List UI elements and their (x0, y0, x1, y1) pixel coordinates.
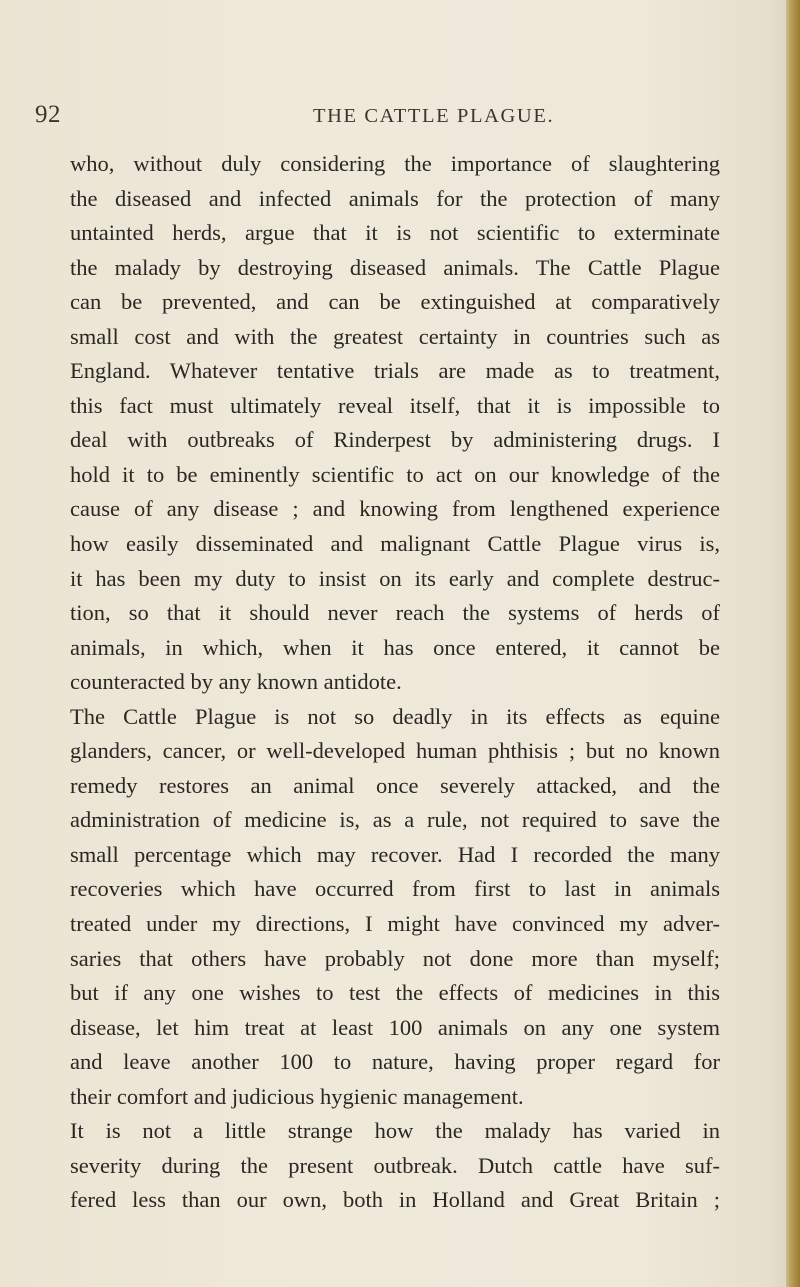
text-line: their comfort and judicious hygienic management. (70, 1083, 524, 1109)
text-line: animals, in which, when it has once entered, it cannot be (70, 634, 720, 660)
text-line: how easily disseminated and malignant Cattle Plague virus is, (70, 531, 720, 557)
text-line: hold it to be eminently scientific to act on our knowledge of the (70, 461, 720, 487)
text-line: this fact must ultimately reveal itself, that it is impossible to (70, 392, 720, 418)
text-line: can be prevented, and can be extinguished at comparatively (70, 289, 720, 315)
text-line: saries that others have probably not done more than myself; (70, 945, 720, 971)
text-line: small cost and with the greatest certainty in countries such as (70, 323, 720, 349)
text-line: administration of medicine is, as a rule, not required to save the (70, 807, 720, 833)
text-line: severity during the present outbreak. Dutch cattle have suf- (70, 1152, 720, 1178)
text-line: recoveries which have occurred from first to last in animals (70, 876, 720, 902)
text-line: it has been my duty to insist on its early and complete destruc- (70, 565, 720, 591)
text-line: and leave another 100 to nature, having proper regard for (70, 1049, 720, 1075)
text-line: tion, so that it should never reach the systems of herds of (70, 600, 720, 626)
text-line: small percentage which may recover. Had I recorded the many (70, 841, 720, 867)
text-line: glanders, cancer, or well-developed human phthisis ; but no known (70, 738, 720, 764)
text-line: deal with outbreaks of Rinderpest by administering drugs. I (70, 427, 720, 453)
text-line: the diseased and infected animals for the protection of many (70, 185, 720, 211)
text-line: counteracted by any known antidote. (70, 669, 402, 695)
text-line: remedy restores an animal once severely attacked, and the (70, 772, 720, 798)
text-line: but if any one wishes to test the effects of medicines in this (70, 980, 720, 1006)
text-line: cause of any disease ; and knowing from lengthened experience (70, 496, 720, 522)
text-line: who, without duly considering the importance of slaughtering (70, 151, 720, 176)
running-head: THE CATTLE PLAGUE. (313, 105, 555, 127)
text-line: disease, let him treat at least 100 animals on any one system (70, 1014, 720, 1040)
text-line: The Cattle Plague is not so deadly in its effects as equine (70, 703, 720, 729)
book-spine-edge (786, 0, 800, 1287)
text-line: the malady by destroying diseased animals. The Cattle Plague (70, 254, 720, 280)
text-line: fered less than our own, both in Holland and Great Britain ; (70, 1187, 720, 1213)
text-line: It is not a little strange how the malady has varied in (70, 1118, 720, 1144)
text-line: treated under my directions, I might have convinced my adver- (70, 911, 720, 937)
page-number: 92 (35, 101, 61, 128)
text-line: England. Whatever tentative trials are made as to treatment, (70, 358, 720, 384)
body-text (70, 147, 720, 1218)
text-line: untainted herds, argue that it is not scientific to exterminate (70, 220, 720, 246)
